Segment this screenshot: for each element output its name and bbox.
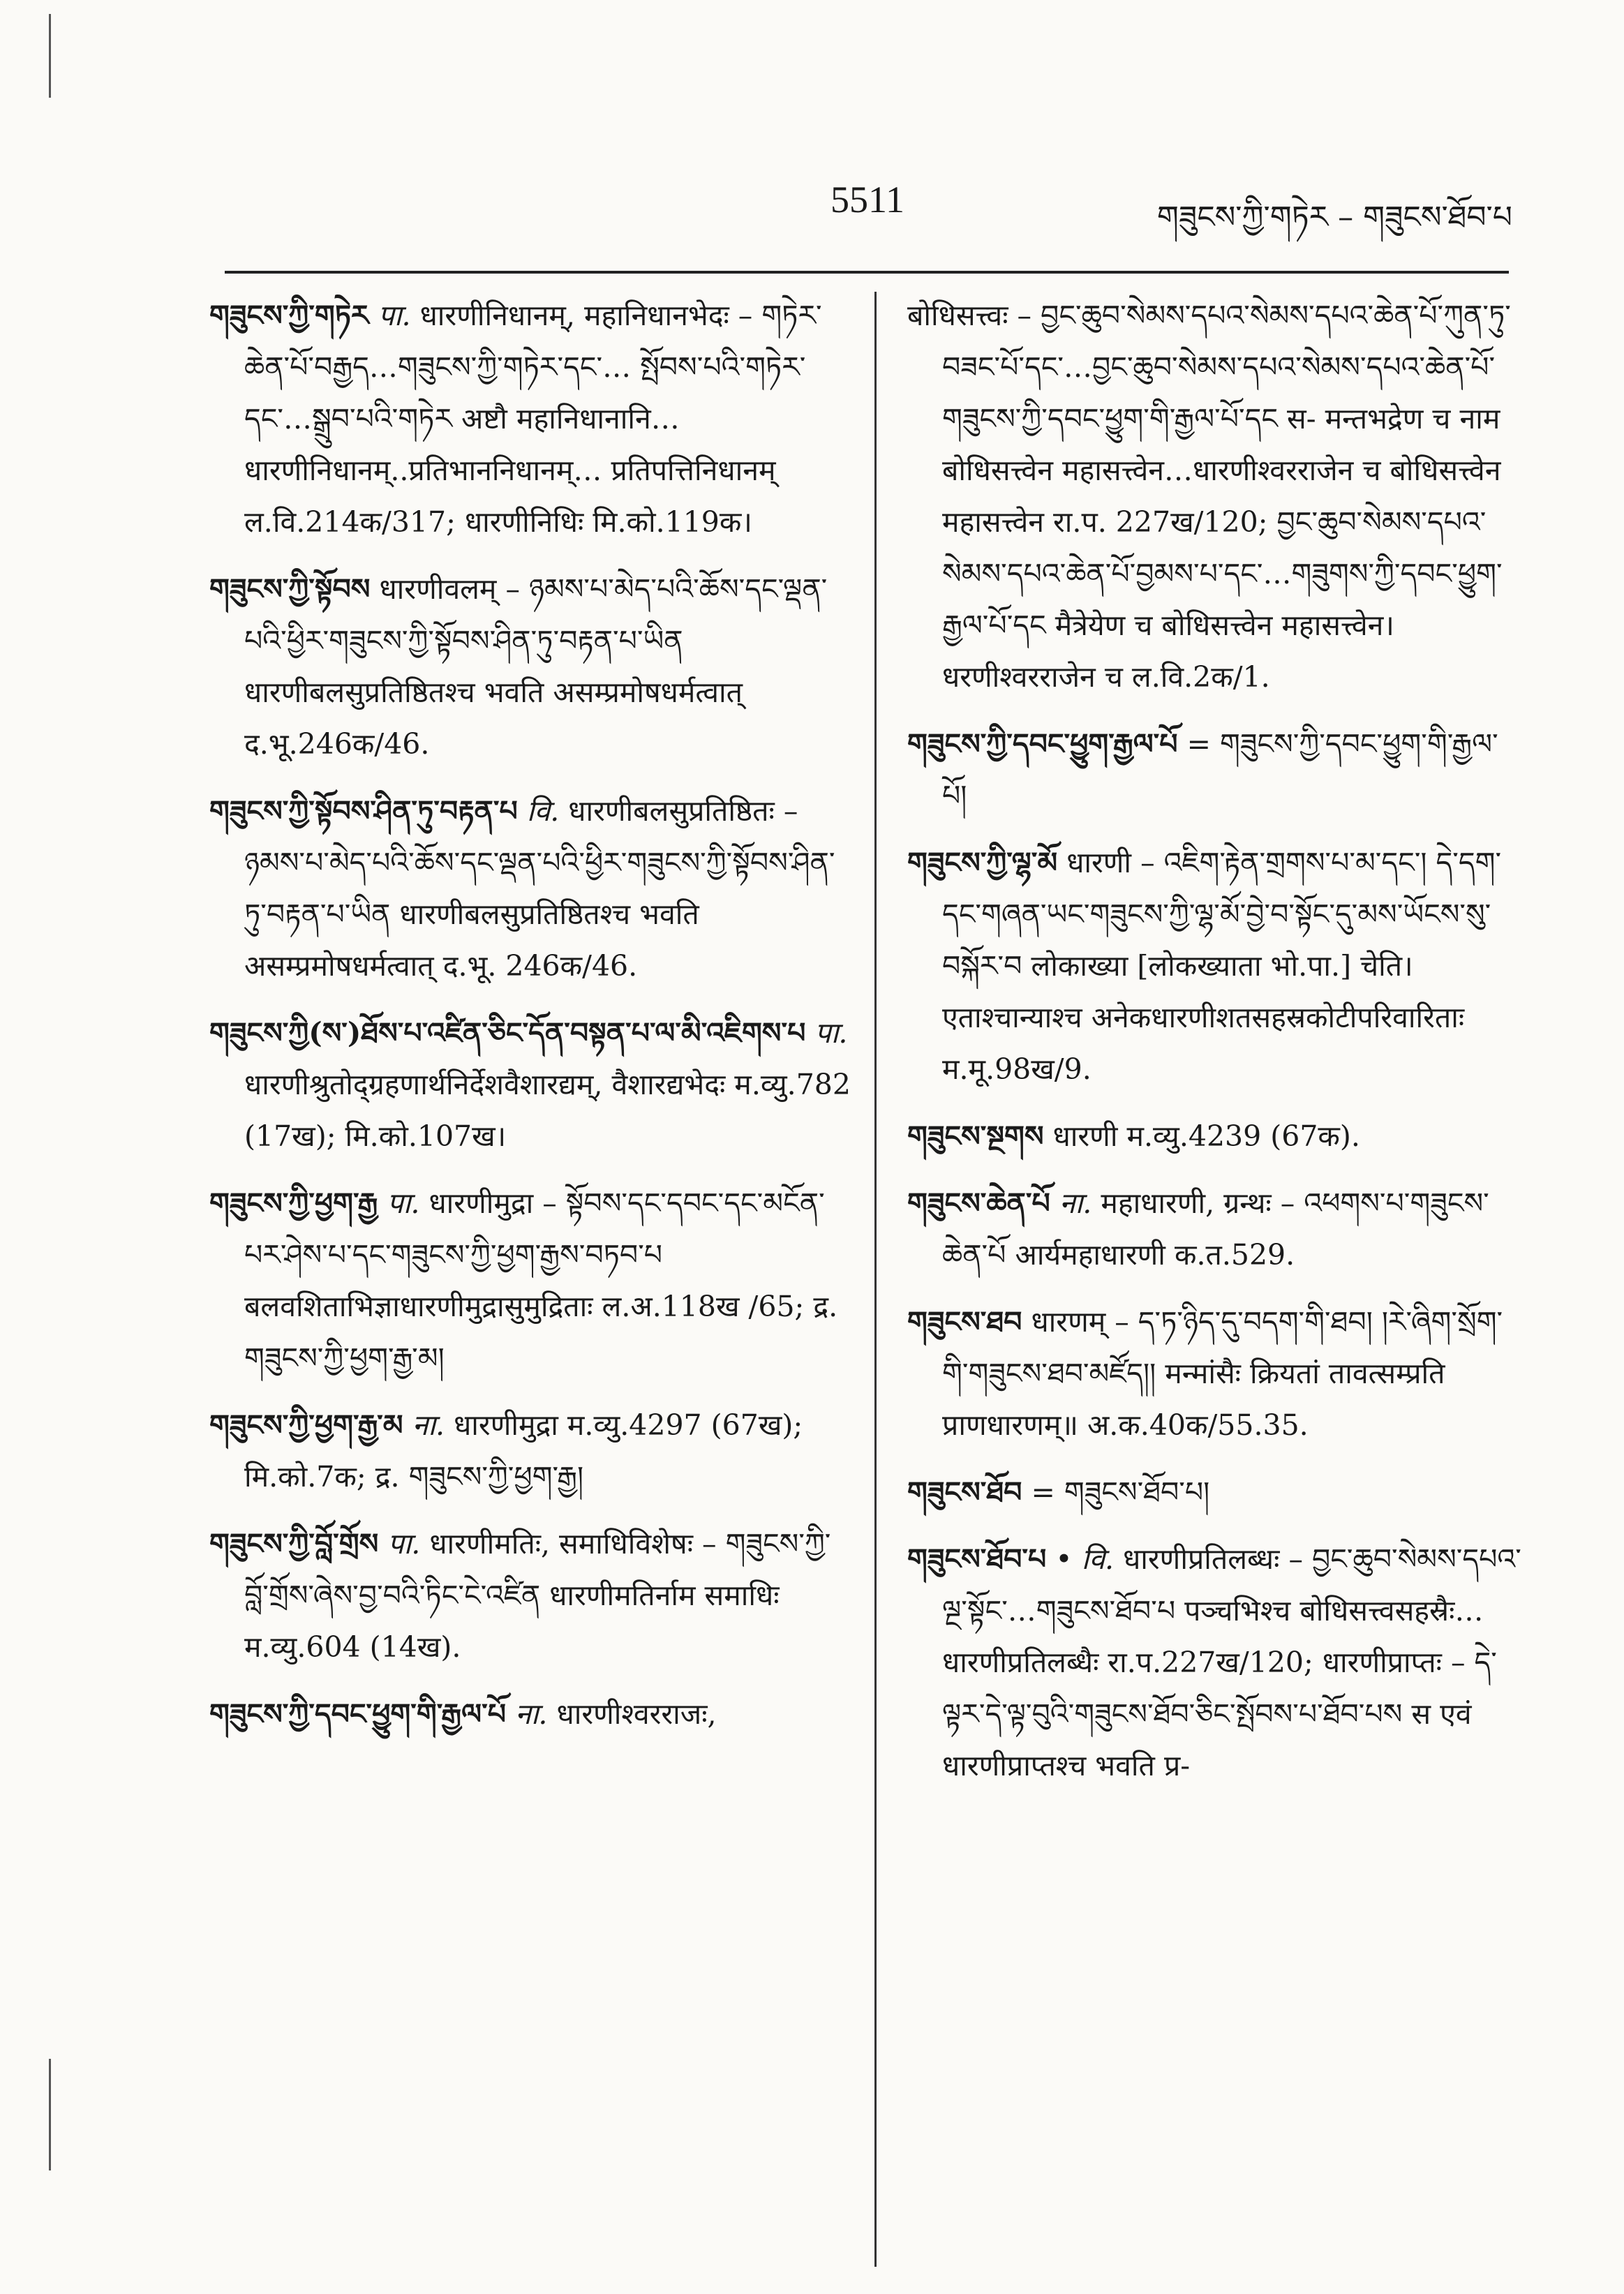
entry-definition: धारणीमतिः, समाधिविशेषः – གཟུངས་ཀྱི་བློ་གྲོས་ཞེས་བྱ་བའི་ཏིང་ངེ་འཛིན धारणीमतिर्नाम समाधिः म.व्यु.604 (14ख). bbox=[244, 1527, 831, 1664]
entry-headword: གཟུངས་སྔགས bbox=[907, 1119, 1044, 1153]
entry-grammar-abbr: पा. bbox=[814, 1016, 848, 1050]
entry-definition: धारणीवलम् – ཉམས་པ་མེད་པའི་ཆོས་དང་ལྡན་པའི་ཕྱིར་གཟུངས་ཀྱི་སྟོབས་ཤིན་ཏུ་བརྟན་པ་ཡིན धारणीबलसुप्रतिष्ठितश्च भवति असम्प्रमोषधर्मत्वात् द.भू.246क/46. bbox=[244, 572, 828, 761]
entry-grammar-abbr: पा. bbox=[387, 1186, 420, 1220]
dictionary-entry bbox=[209, 290, 855, 548]
dictionary-entry bbox=[209, 1177, 855, 1384]
entry-headword: གཟུངས་ཀྱི་གཏེར bbox=[209, 299, 369, 332]
dictionary-entry bbox=[907, 837, 1521, 1095]
entry-definition: धारणीश्रुतोद्ग्रहणार्थनिर्देशवैशारद्यम्, वैशारद्यभेदः म.व्यु.782 (17ख); मि.को.107ख। bbox=[244, 1068, 851, 1153]
dictionary-entry bbox=[209, 785, 855, 992]
entry-headword: གཟུངས་ཀྱི་ཕྱག་རྒྱ་མ bbox=[209, 1408, 403, 1442]
dictionary-entry bbox=[209, 563, 855, 770]
dictionary-entry bbox=[209, 1007, 855, 1162]
dictionary-entry bbox=[907, 1466, 1521, 1518]
entry-grammar-abbr: वि. bbox=[526, 794, 560, 828]
entry-definition: धारणी – འཇིག་རྟེན་གྲགས་པ་མ་དང་། དེ་དག་དང་གཞན་ཡང་གཟུངས་ཀྱི་ལྷ་མོ་བྱེ་བ་སྟོང་དུ་མས་ཡོངས་སུ་བསྐོར་བ लोकाख्या [लोकख्याता भो.पा.] चेति। एताश्चान्याश्च अनेकधारणीशतसहस्रकोटीपरिवारिताः म.मू.98ख/9. bbox=[942, 846, 1502, 1086]
entry-grammar-abbr: • वि. bbox=[1055, 1542, 1115, 1576]
entry-definition: धारणी म.व्यु.4239 (67क). bbox=[1052, 1119, 1360, 1153]
entry-headword: གཟུངས་ཀྱི་དབང་ཕྱུག་གི་རྒྱལ་པོ bbox=[209, 1697, 507, 1731]
entry-headword: གཟུངས་ཐབ bbox=[907, 1305, 1022, 1339]
entry-headword: གཟུངས་ཆེན་པོ bbox=[907, 1186, 1050, 1220]
dictionary-entry bbox=[907, 718, 1521, 821]
entry-definition: = གཟུངས་ཀྱི་དབང་ཕྱུག་གི་རྒྱལ་པོ། bbox=[942, 727, 1498, 812]
dictionary-entry bbox=[209, 1518, 855, 1673]
entry-definition: धारणीनिधानम्, महानिधानभेदः – གཏེར་ཆེན་པོ་བརྒྱད…གཟུངས་ཀྱི་གཏེར་དང་… སྤོབས་པའི་གཏེར་དང་…སྒྲུབ་པའི་གཏེར अष्टौ महानिधानानि…धारणीनिधानम्..प्रतिभाननिधानम्… प्रतिपत्तिनिधानम् ल.वि.214क/317; धारणीनिधिः मि.को.119क। bbox=[244, 299, 822, 539]
entry-grammar-abbr: ना. bbox=[515, 1697, 548, 1731]
entry-headword: གཟུངས་ཀྱི་སྟོབས bbox=[209, 572, 371, 606]
entry-headword: གཟུངས་ཀྱི(ས་)ཐོས་པ་འཛིན་ཅིང་དོན་བསྟན་པ་ལ་མི་འཇིགས་པ bbox=[209, 1016, 806, 1050]
entry-headword: གཟུངས་ཀྱི་བློ་གྲོས bbox=[209, 1527, 379, 1561]
top-rule bbox=[225, 271, 1509, 274]
entry-definition: महाधारणी, ग्रन्थः – འཕགས་པ་གཟུངས་ཆེན་པོ आर्यमहाधारणी क.त.529. bbox=[942, 1186, 1489, 1272]
entry-definition: धारणीश्वरराजः, bbox=[556, 1697, 717, 1731]
dictionary-entry bbox=[209, 1399, 855, 1503]
entry-definition: बोधिसत्त्वः – བྱང་ཆུབ་སེམས་དཔའ་སེམས་དཔའ་ཆེན་པོ་ཀུན་ཏུ་བཟང་པོ་དང་…བྱང་ཆུབ་སེམས་དཔའ་སེམས་དཔའ་ཆེན་པོ་གཟུངས་ཀྱི་དབང་ཕྱུག་གི་རྒྱལ་པོ་དང स- मन्तभद्रेण च नाम बोधिसत्त्वेन महासत्त्वेन…धारणीश्वरराजेन च बोधिसत्त्वेन महासत्त्वेन रा.प. 227ख/120; བྱང་ཆུབ་སེམས་དཔའ་སེམས་དཔའ་ཆེན་པོ་བྱམས་པ་དང་…གཟུགས་ཀྱི་དབང་ཕྱུག་རྒྱལ་པོ་དང मैत्रेयेण च बोधिसत्त्वेन महासत्त्वेन। धरणीश्वरराजेन च ल.वि.2क/1. bbox=[907, 299, 1511, 694]
entry-definition: = གཟུངས་ཐོབ་པ། bbox=[1031, 1475, 1210, 1509]
entry-definition: धारणीप्रतिलब्धः – བྱང་ཆུབ་སེམས་དཔའ་ལྔ་སྟོང་…གཟུངས་ཐོབ་པ पञ्चभिश्च बोधिसत्त्वसहस्रैः…धारणीप्रतिलब्धैः रा.प.227ख/120; धारणीप्राप्तः – དེ་ལྟར་དེ་ལྟ་བུའི་གཟུངས་ཐོབ་ཅིང་སྤོབས་པ་ཐོབ་པས स एवं धारणीप्राप्तश्च भवति प्र- bbox=[942, 1542, 1521, 1782]
entry-grammar-abbr: ना. bbox=[1059, 1186, 1092, 1220]
entry-grammar-abbr: पा. bbox=[387, 1527, 421, 1561]
entry-definition: धारणीबलसुप्रतिष्ठितः – ཉམས་པ་མེད་པའི་ཆོས་དང་ལྡན་པའི་ཕྱིར་གཟུངས་ཀྱི་སྟོབས་ཤིན་ཏུ་བརྟན་པ་ཡིན धारणीबलसुप्रतिष्ठितश्च भवति असम्प्रमोषधर्मत्वात् द.भू. 246क/46. bbox=[244, 794, 835, 983]
dictionary-entry bbox=[907, 1110, 1521, 1162]
margin-mark bbox=[49, 14, 51, 98]
dictionary-entry bbox=[907, 1296, 1521, 1451]
dictionary-entry bbox=[907, 290, 1521, 703]
right-column bbox=[907, 290, 1521, 1807]
margin-mark bbox=[49, 2059, 51, 2170]
dictionary-entry bbox=[209, 1688, 855, 1740]
entry-headword: གཟུངས་ཀྱི་ཕྱག་རྒྱ bbox=[209, 1186, 378, 1220]
dictionary-entry bbox=[907, 1177, 1521, 1281]
entry-headword: གཟུངས་ཀྱི་ལྷ་མོ bbox=[907, 846, 1058, 879]
entry-definition: धारणम् – ད་ཏ་ཉིད་དུ་བདག་གི་ཐབ། །རེ་ཞིག་སྲོག་གི་གཟུངས་ཐབ་མཛོད།། मन्मांसैः क्रियतां तावत्सम्प्रति प्राणधारणम्॥ अ.क.40क/55.35. bbox=[942, 1305, 1503, 1442]
entry-headword: གཟུངས་ཐོབ bbox=[907, 1475, 1022, 1509]
entry-headword: གཟུངས་ཐོབ་པ bbox=[907, 1542, 1047, 1576]
entry-definition: धारणीमुद्रा – སྟོབས་དང་དབང་དང་མངོན་པར་ཤེས་པ་དང་གཟུངས་ཀྱི་ཕྱག་རྒྱས་བཏབ་པ बलवशिताभिज्ञाधारणीमुद्रासुमुद्रिताः ल.अ.118ख /65; द्र. གཟུངས་ཀྱི་ཕྱག་རྒྱ་མ། bbox=[244, 1186, 838, 1375]
column-divider bbox=[874, 292, 877, 2267]
running-head: གཟུངས་ཀྱི་གཏེར – གཟུངས་ཐོབ་པ bbox=[1156, 200, 1512, 235]
entry-headword: གཟུངས་ཀྱི་སྟོབས་ཤིན་ཏུ་བརྟན་པ bbox=[209, 794, 518, 828]
entry-grammar-abbr: ना. bbox=[412, 1408, 445, 1442]
left-column bbox=[209, 290, 855, 1755]
entry-definition: धारणीमुद्रा म.व्यु.4297 (67ख); मि.को.7क; द्र. གཟུངས་ཀྱི་ཕྱག་རྒྱ། bbox=[244, 1408, 803, 1494]
entry-headword: གཟུངས་ཀྱི་དབང་ཕྱུག་རྒྱལ་པོ bbox=[907, 727, 1178, 761]
dictionary-entry bbox=[907, 1533, 1521, 1792]
page-number: 5511 bbox=[830, 179, 904, 221]
entry-grammar-abbr: पा. bbox=[378, 299, 411, 332]
